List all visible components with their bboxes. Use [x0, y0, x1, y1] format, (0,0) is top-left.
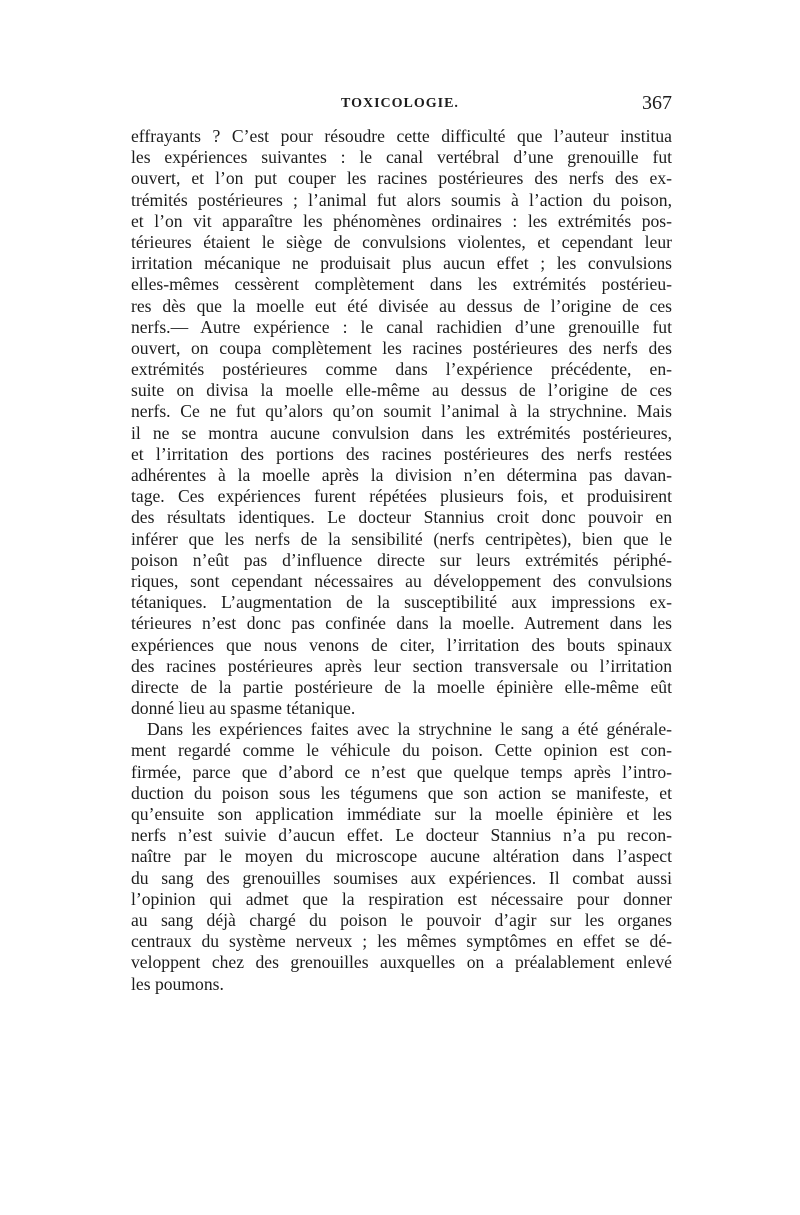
text-line: effrayants ? C’est pour résoudre cette difficulté que l’auteur institua	[131, 126, 672, 146]
text-line: il ne se montra aucune convulsion dans les extrémités postérieures,	[131, 422, 672, 443]
text-line: veloppent chez des grenouilles auxquelles on a préalablement enlevé	[131, 952, 672, 973]
text-line: ment regardé comme le véhicule du poison. Cette opinion est con-	[131, 740, 672, 761]
text-line: des racines postérieures après leur section transversale ou l’irritation	[131, 655, 672, 676]
text-line: du sang des grenouilles soumises aux expériences. Il combat aussi	[131, 867, 672, 888]
text-line: extrémités postérieures comme dans l’expérience précédente, en-	[131, 359, 672, 380]
text-line: trémités postérieures ; l’animal fut alors soumis à l’action du poison,	[131, 189, 672, 210]
text-line: nerfs. Ce ne fut qu’alors qu’on soumit l’animal à la strychnine. Mais	[131, 401, 672, 422]
text-line: poison n’eût pas d’influence directe sur leurs extrémités périphé-	[131, 549, 672, 570]
text-line: tétaniques. L’augmentation de la susceptibilité aux impressions ex-	[131, 592, 672, 613]
text-line: et l’irritation des portions des racines postérieures des nerfs restées	[131, 443, 672, 464]
text-line: térieures n’est donc pas confinée dans la moelle. Autrement dans les	[131, 613, 672, 634]
text-line: les expériences suivantes : le canal vertébral d’une grenouille fut	[131, 147, 672, 168]
text-line: et l’on vit apparaître les phénomènes ordinaires : les extrémités pos-	[131, 210, 672, 231]
text-line: donné lieu au spasme tétanique.	[131, 698, 356, 719]
text-line: riques, sont cependant nécessaires au développement des convulsions	[131, 570, 672, 591]
text-line: nerfs.— Autre expérience : le canal rachidien d’une grenouille fut	[131, 316, 672, 337]
text-line: directe de la partie postérieure de la moelle épinière elle-même eût	[131, 676, 672, 697]
text-line: l’opinion qui admet que la respiration est nécessaire pour donner	[131, 888, 672, 909]
text-line: nerfs n’est suivie d’aucun effet. Le docteur Stannius n’a pu recon-	[131, 825, 672, 846]
text-line: des résultats identiques. Le docteur Stannius croit donc pouvoir en	[131, 507, 672, 528]
body-text	[131, 126, 672, 995]
text-line: firmée, parce que d’abord ce n’est que quelque temps après l’intro-	[131, 761, 672, 782]
text-line: expériences que nous venons de citer, l’irritation des bouts spinaux	[131, 634, 672, 655]
text-line: térieures étaient le siège de convulsions violentes, et cependant leur	[131, 231, 672, 252]
text-line: tage. Ces expériences furent répétées plusieurs fois, et produisirent	[131, 486, 672, 507]
text-line: inférer que les nerfs de la sensibilité (nerfs centripètes), bien que le	[131, 528, 672, 549]
text-line: ouvert, et l’on put couper les racines postérieures des nerfs des ex-	[131, 168, 672, 189]
book-page	[131, 92, 672, 995]
page-header	[131, 92, 672, 126]
text-line: irritation mécanique ne produisait plus aucun effet ; les convulsions	[131, 253, 672, 274]
text-line: adhérentes à la moelle après la division n’en détermina pas davan-	[131, 465, 672, 485]
text-line: au sang déjà chargé du poison le pouvoir d’agir sur les organes	[131, 909, 672, 930]
page-number: 367	[642, 92, 672, 114]
text-line: res dès que la moelle eut été divisée au dessus de l’origine de ces	[131, 295, 672, 316]
paragraph	[131, 126, 672, 719]
text-line: Dans les expériences faites avec la strychnine le sang a été générale-	[147, 719, 672, 740]
text-line: centraux du système nerveux ; les mêmes symptômes en effet se dé-	[131, 931, 672, 952]
text-line: naître par le moyen du microscope aucune altération dans l’aspect	[131, 846, 672, 867]
paragraph	[131, 719, 672, 994]
running-title: TOXICOLOGIE.	[341, 96, 459, 111]
text-line: suite on divisa la moelle elle-même au dessus de l’origine de ces	[131, 380, 672, 401]
text-line: les poumons.	[131, 973, 224, 994]
text-line: duction du poison sous les tégumens que son action se manifeste, et	[131, 782, 672, 803]
text-line: elles-mêmes cessèrent complètement dans les extrémités postérieu-	[131, 274, 672, 295]
text-line: qu’ensuite son application immédiate sur la moelle épinière et les	[131, 804, 672, 824]
text-line: ouvert, on coupa complètement les racines postérieures des nerfs des	[131, 337, 672, 358]
